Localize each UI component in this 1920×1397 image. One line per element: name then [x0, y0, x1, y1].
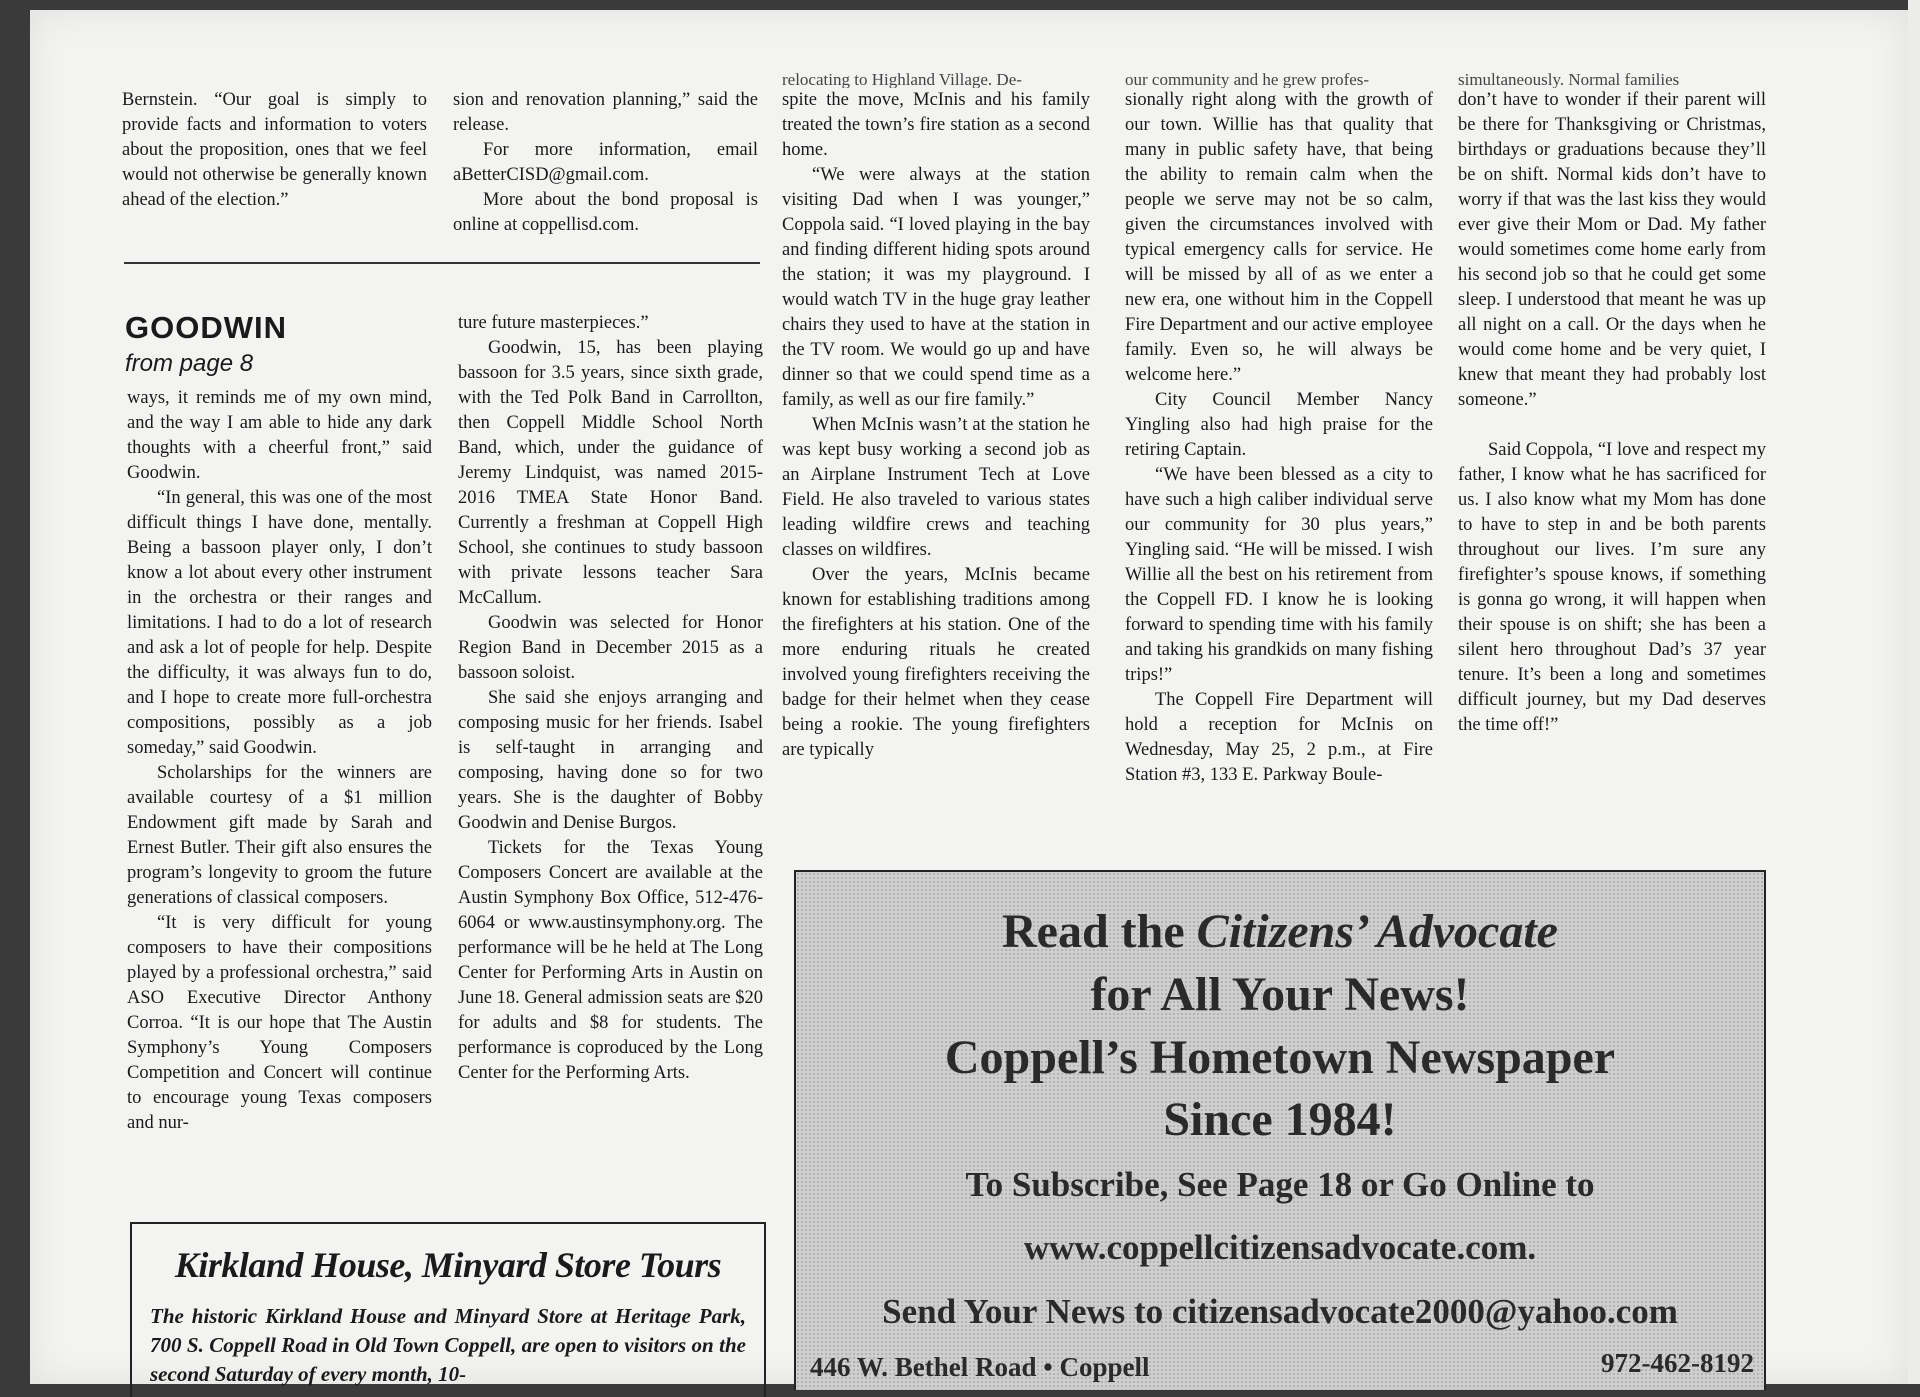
paragraph: sionally right along with the growth of our town. Willie has that quality that many in public safety have, that being the ability to remain calm when the people we serve may not be so calm, given the circumstances involved with typical emergency calls for service. He will be missed by all of as we enter a new era, one without him in the Coppell Fire Department and our active employee family. Even so, he will always be welcome here.” [1125, 90, 1433, 385]
paragraph: The Coppell Fire Department will hold a reception for McInis on Wednesday, May 25, 2 p.m., at Fire Station #3, 133 E. Parkway Boule- [1125, 690, 1433, 785]
paragraph: Said Coppola, “I love and respect my father, I know what he has sacrificed for us. I also know what my Mom has done to have to step in and be both parents throughout our lives. I’m sure any firefighter’s spouse knows, if something is gonna go wrong, it will happen when their spouse is on shift; she has been a silent hero throughout Dad’s 37 year tenure. It’s been a long and sometimes difficult journey, but my Dad deserves the time off!” [1458, 440, 1766, 735]
jump-line: from page 8 [125, 350, 254, 377]
paragraph: For more information, email aBetterCISD@gmail.com. [453, 140, 758, 185]
paragraph: Bernstein. “Our goal is simply to provide facts and information to voters about the proposition, ones that we feel would not otherwise be generally known ahead of the election.” [122, 90, 427, 210]
newspaper-page [30, 10, 1908, 1384]
paragraph: Over the years, McInis became known for establishing traditions among the firefighters at his station. One of the more enduring rituals he created involved young firefighters receiving the badge for their helmet when they cease being a rookie. The young firefighters are typically [782, 565, 1090, 760]
kirkland-tours-box [130, 1222, 766, 1397]
col4-top-fragment: our community and he grew profes- [1125, 70, 1370, 88]
col3-top-fragment: relocating to Highland Village. De- [782, 70, 1022, 88]
ad-website: www.coppellcitizensadvocate.com. [1023, 1228, 1537, 1267]
paragraph: spite the move, McInis and his family treated the town’s fire station as a second home. [782, 90, 1090, 160]
goodwin-headline: GOODWIN [125, 310, 287, 345]
ad-line-subscribe: To Subscribe, See Page 18 or Go Online to [965, 1165, 1595, 1204]
ad-line-hometown: Coppell’s Hometown Newspaper [944, 1031, 1616, 1084]
paragraph: “We were always at the station visiting Dad when I was younger,” Coppola said. “I loved playing in the bay and finding different hiding spots around the station; it was my playground. I would watch TV in the huge gray leather chairs they used to have at the station in the TV room. We would go up and have dinner so that we could spend time as a family, as well as our fire family.” [782, 165, 1090, 410]
paragraph: She said she enjoys arranging and composing music for her friends. Isabel is self-taught in arranging and composing, having done so for two years. She is the daughter of Bobby Goodwin and Denise Burgos. [458, 688, 763, 833]
prev-article-col2 [453, 88, 758, 238]
paragraph: Goodwin, 15, has been playing bassoon for 3.5 years, since sixth grade, with the Ted Polk Band in Carrollton, then Coppell Middle School North Band, which, under the guidance of Jeremy Lindquist, was named 2015-2016 TMEA State Honor Band. Currently a freshman at Coppell High School, she continues to study bassoon with private lessons teacher Sara McCallum. [458, 338, 763, 608]
kirkland-body: The historic Kirkland House and Minyard Store at Heritage Park, 700 S. Coppell Road in Old Town Coppell, are open to visitors on the second Saturday of every month, 10- [150, 1304, 746, 1386]
mcinis-col5 [1458, 88, 1766, 738]
page-edge [1908, 0, 1920, 1384]
paragraph: “In general, this was one of the most difficult things I have done, mentally. Being a bassoon player only, I don’t know a lot about every other instrument in the orchestra or their ranges and limitations. I had to do a lot of research and ask a lot of people for help. Despite the difficulty, it was always fun to do, and I hope to create more full-orchestra compositions, possibly as a job someday,” said Goodwin. [127, 488, 432, 758]
paragraph: ture future masterpieces.” [458, 313, 649, 333]
subscription-ad [794, 870, 1766, 1390]
section-divider [124, 262, 760, 264]
paragraph: Tickets for the Texas Young Composers Concert are available at the Austin Symphony Box Office, 512-476-6064 or www.austinsymphony.org. The performance will be he held at The Long Center for Performing Arts in Austin on June 18. General admission seats are $20 for adults and $8 for students. The performance is coproduced by the Long Center for the Performing Arts. [458, 838, 763, 1083]
paragraph: Goodwin was selected for Honor Region Band in December 2015 as a bassoon soloist. [458, 613, 763, 683]
paragraph: sion and renovation planning,” said the release. [453, 90, 758, 135]
paragraph: City Council Member Nancy Yingling also had high praise for the retiring Captain. [1125, 390, 1433, 460]
paragraph: Scholarships for the winners are available courtesy of a $1 million Endowment gift made by Sarah and Ernest Butler. Their gift also ensures the program’s longevity to groom the future generations of classical composers. [127, 763, 432, 908]
kirkland-title: Kirkland House, Minyard Store Tours [174, 1245, 722, 1285]
paragraph: When McInis wasn’t at the station he was kept busy working a second job as an Airplane Instrument Tech at Love Field. He also traveled to various states leading wildfire crews and teaching classes on wildfires. [782, 415, 1090, 560]
col5-top-fragment: simultaneously. Normal families [1458, 70, 1680, 88]
paragraph: “It is very difficult for young composers to have their compositions played by a professional orchestra,” said ASO Executive Director Anthony Corroa. “It is our hope that The Austin Symphony’s Young Composers Competition and Concert will continue to encourage young Texas composers and nur- [127, 913, 432, 1133]
ad-email: Send Your News to citizensadvocate2000@yahoo.com [882, 1292, 1678, 1331]
mcinis-col3 [782, 88, 1090, 763]
ad-headline-text: Read the [1002, 905, 1197, 958]
paragraph: More about the bond proposal is online at coppellisd.com. [453, 190, 758, 235]
ad-line-since: Since 1984! [1163, 1093, 1397, 1146]
ad-paper-name: Citizens’ Advocate [1196, 905, 1558, 958]
goodwin-col2 [458, 311, 763, 1086]
ad-line-news: for All Your News! [1090, 968, 1470, 1021]
ad-phone: 972-462-8192 [1601, 1348, 1754, 1378]
mcinis-col4 [1125, 88, 1433, 788]
paragraph: ways, it reminds me of my own mind, and the way I am able to hide any dark thoughts with a cheerful front,” said Goodwin. [127, 388, 432, 483]
ad-address: 446 W. Bethel Road • Coppell [810, 1352, 1150, 1382]
goodwin-col1 [127, 386, 432, 1136]
paragraph: “We have been blessed as a city to have such a high caliber individual serve our community for 30 plus years,” Yingling said. “He will be missed. I wish Willie all the best on his retirement from the Coppell FD. I know he is looking forward to spending time with his family and taking his grandkids on many fishing trips!” [1125, 465, 1433, 685]
prev-article-col1 [122, 88, 427, 213]
paragraph: don’t have to wonder if their parent will be there for Thanksgiving or Christmas, birthdays or graduations because they’ll be on shift. Normal kids don’t have to worry if that was the last kiss they would ever give their Mom or Dad. My father would sometimes come home early from his second job so that he could get some sleep. I understood that meant he was up all night on a call. Or the days when he would come home and be very quiet, I knew that meant they had probably lost someone.” [1458, 90, 1766, 410]
ad-headline [796, 904, 1764, 959]
